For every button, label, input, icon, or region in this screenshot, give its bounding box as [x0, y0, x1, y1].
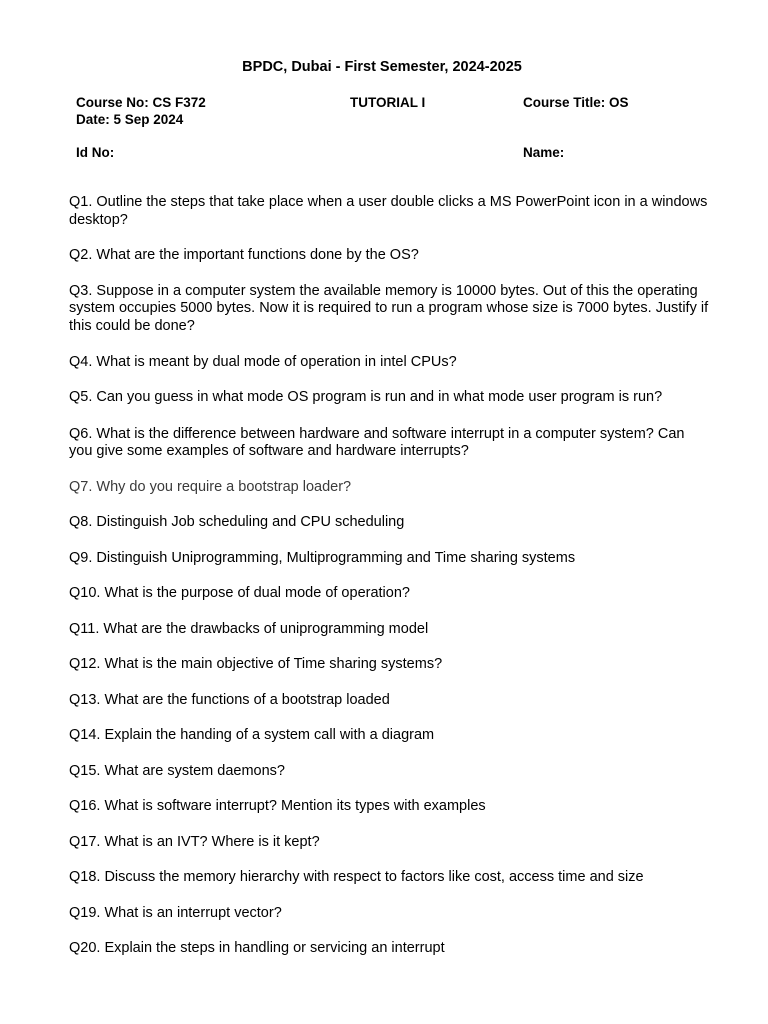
question-6: Q6. What is the difference between hardware and software interrupt in a computer system? Can you give some examples of software and hardware interrupts? [69, 425, 685, 459]
question-3: Q3. Suppose in a computer system the available memory is 10000 bytes. Out of this the operating system occupies 5000 bytes. Now it is required to run a program whose size is 7000 bytes. Justify if this could be done? [69, 282, 709, 334]
question-20: Q20. Explain the steps in handling or servicing an interrupt [69, 940, 445, 956]
question-11: Q11. What are the drawbacks of uniprogramming model [69, 621, 429, 637]
question-list [69, 194, 709, 958]
document-title: BPDC, Dubai - First Semester, 2024-2025 [242, 59, 522, 75]
question-14: Q14. Explain the handing of a system call with a diagram [69, 727, 435, 743]
question-17: Q17. What is an IVT? Where is it kept? [69, 834, 320, 850]
question-10: Q10. What is the purpose of dual mode of operation? [69, 585, 410, 601]
student-name-label: Name: [523, 145, 565, 160]
question-5: Q5. Can you guess in what mode OS program is run and in what mode user program is run? [69, 389, 663, 405]
question-2: Q2. What are the important functions done by the OS? [69, 246, 419, 263]
question-8: Q8. Distinguish Job scheduling and CPU scheduling [69, 514, 405, 530]
tutorial-label: TUTORIAL I [350, 95, 426, 110]
course-title: Course Title: OS [523, 95, 629, 110]
question-16: Q16. What is software interrupt? Mention its types with examples [69, 798, 486, 814]
question-19: Q19. What is an interrupt vector? [69, 905, 282, 921]
question-7: Q7. Why do you require a bootstrap loader? [69, 479, 352, 495]
question-4: Q4. What is meant by dual mode of operation in intel CPUs? [69, 354, 457, 370]
tutorial-date: Date: 5 Sep 2024 [76, 112, 184, 127]
question-13: Q13. What are the functions of a bootstrap loaded [69, 692, 390, 708]
question-15: Q15. What are system daemons? [69, 763, 285, 779]
question-12: Q12. What is the main objective of Time sharing systems? [69, 656, 443, 672]
question-1: Q1. Outline the steps that take place when a user double clicks a MS PowerPoint icon in a windows desktop? [69, 194, 708, 228]
course-number: Course No: CS F372 [76, 95, 206, 110]
question-18: Q18. Discuss the memory hierarchy with respect to factors like cost, access time and size [69, 869, 644, 885]
question-9: Q9. Distinguish Uniprogramming, Multiprogramming and Time sharing systems [69, 550, 576, 566]
id-number-label: Id No: [76, 145, 115, 160]
